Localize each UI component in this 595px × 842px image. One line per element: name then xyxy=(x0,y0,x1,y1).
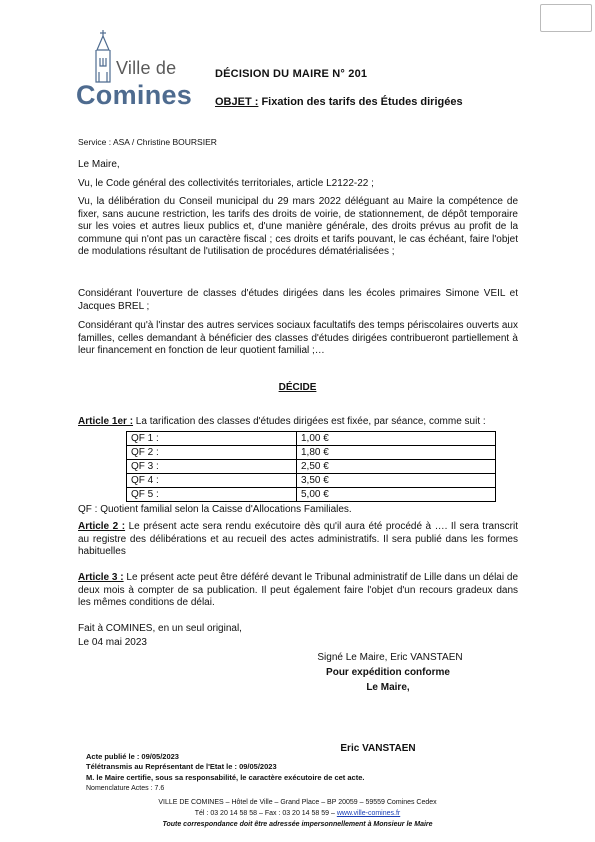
signature-line-2: Pour expédition conforme xyxy=(326,667,450,678)
tarif-value: 2,50 € xyxy=(297,460,496,474)
signature-line-1: Signé Le Maire, Eric VANSTAEN xyxy=(317,652,463,663)
document-title: DÉCISION DU MAIRE N° 201 xyxy=(215,68,368,80)
paragraph-vu-deliberation: Vu, la délibération du Conseil municipal du 29 mars 2022 déléguant au Maire la compétence de fixer, sans aucune restriction, les tarifs des droits de voirie, de stationnement, de dépôt temporaire sur les voies et autres lieux publics et, d'une manière générale, des droits prévus au profit de la commune qui n'ont pas un caractère fiscal ; ces droits et tarifs pouvant, le cas échéant, faire l'objet de modulations résultant de l'utilisation de procédures dématérialisées ; xyxy=(78,196,518,257)
table-row xyxy=(127,446,496,460)
tarif-qf: QF 2 : xyxy=(127,446,297,460)
article-1 xyxy=(78,416,518,429)
tarif-value: 5,00 € xyxy=(297,488,496,502)
tarif-value: 1,00 € xyxy=(297,432,496,446)
service-line: Service : ASA / Christine BOURSIER xyxy=(78,137,217,147)
table-row xyxy=(127,474,496,488)
qf-note: QF : Quotient familial selon la Caisse d'Allocations Familiales. xyxy=(78,504,352,515)
table-row xyxy=(127,488,496,502)
decide-heading: DÉCIDE xyxy=(278,382,317,393)
document-subject xyxy=(215,96,463,108)
tarif-qf: QF 4 : xyxy=(127,474,297,488)
paragraph-considerant-2: Considérant qu'à l'instar des autres services sociaux facultatifs des temps périscolaires ouverts aux familles, celles demandant à bénéficier des classes d'études dirigées contribueront partiellement à leur financement en fonction de leur quotient familial ;… xyxy=(78,320,518,356)
table-row xyxy=(127,460,496,474)
objet-text: Fixation des tarifs des Études dirigées xyxy=(258,96,463,108)
church-tower-icon xyxy=(88,28,118,84)
article-2 xyxy=(78,521,518,559)
article-3-label: Article 3 : xyxy=(78,572,124,583)
tarif-qf: QF 1 : xyxy=(127,432,297,446)
teletransmis: Télétransmis au Représentant de l'Etat le : 09/05/2023 xyxy=(86,762,277,771)
table-row xyxy=(127,432,496,446)
logo-line-2: Comines xyxy=(76,80,193,110)
acte-publie: Acte publié le : 09/05/2023 xyxy=(86,752,179,761)
reception-stamp-box xyxy=(540,4,592,32)
signatory-name: Eric VANSTAEN xyxy=(340,743,416,754)
tarifs-table xyxy=(126,431,496,502)
article-3 xyxy=(78,572,518,610)
paragraph-le-maire: Le Maire, xyxy=(78,159,120,170)
article-1-text: La tarification des classes d'études dirigées est fixée, par séance, comme suit : xyxy=(133,416,486,427)
paragraph-considerant-1: Considérant l'ouverture de classes d'études dirigées dans les écoles primaires Simone VEIL et Jacques BREL ; xyxy=(78,288,518,312)
date-line: Le 04 mai 2023 xyxy=(78,637,147,648)
article-3-text: Le présent acte peut être déféré devant le Tribunal administratif de Lille dans un délai de deux mois à compter de sa publication. Il peut également faire l'objet d'un recours gradeux dans les mêmes conditions de délai. xyxy=(78,572,518,608)
logo-line-1: Ville de xyxy=(116,58,177,78)
tarif-qf: QF 5 : xyxy=(127,488,297,502)
article-2-label: Article 2 : xyxy=(78,521,126,532)
footer-notice: Toute correspondance doit être adressée impersonnellement à Monsieur le Maire xyxy=(162,821,433,828)
signature-line-3: Le Maire, xyxy=(366,682,410,693)
nomenclature: Nomenclature Actes : 7.6 xyxy=(86,785,165,792)
footer-address: VILLE DE COMINES – Hôtel de Ville – Grand Place – BP 20059 – 59559 Comines Cedex xyxy=(158,799,437,806)
objet-label: OBJET : xyxy=(215,96,259,108)
website-link[interactable]: www.ville-comines.fr xyxy=(336,810,401,817)
certification: M. le Maire certifie, sous sa responsabilité, le caractère exécutoire de cet acte. xyxy=(86,773,365,782)
footer-phone: Tél : 03 20 14 58 58 – Fax : 03 20 14 58 59 – xyxy=(194,810,337,817)
article-2-text: Le présent acte sera rendu exécutoire dès qu'il aura été procédé à …. Il sera transcrit au registre des délibérations et au recueil des actes administratifs. Il sera publié dans les formes habituelles xyxy=(78,521,518,557)
tarif-value: 1,80 € xyxy=(297,446,496,460)
article-1-label: Article 1er : xyxy=(78,416,134,427)
tarif-value: 3,50 € xyxy=(297,474,496,488)
fait-a-line: Fait à COMINES, en un seul original, xyxy=(78,623,242,634)
paragraph-vu-code: Vu, le Code général des collectivités territoriales, article L2122-22 ; xyxy=(78,178,374,189)
footer-contact xyxy=(0,810,595,817)
city-logo xyxy=(72,28,197,110)
tarif-qf: QF 3 : xyxy=(127,460,297,474)
